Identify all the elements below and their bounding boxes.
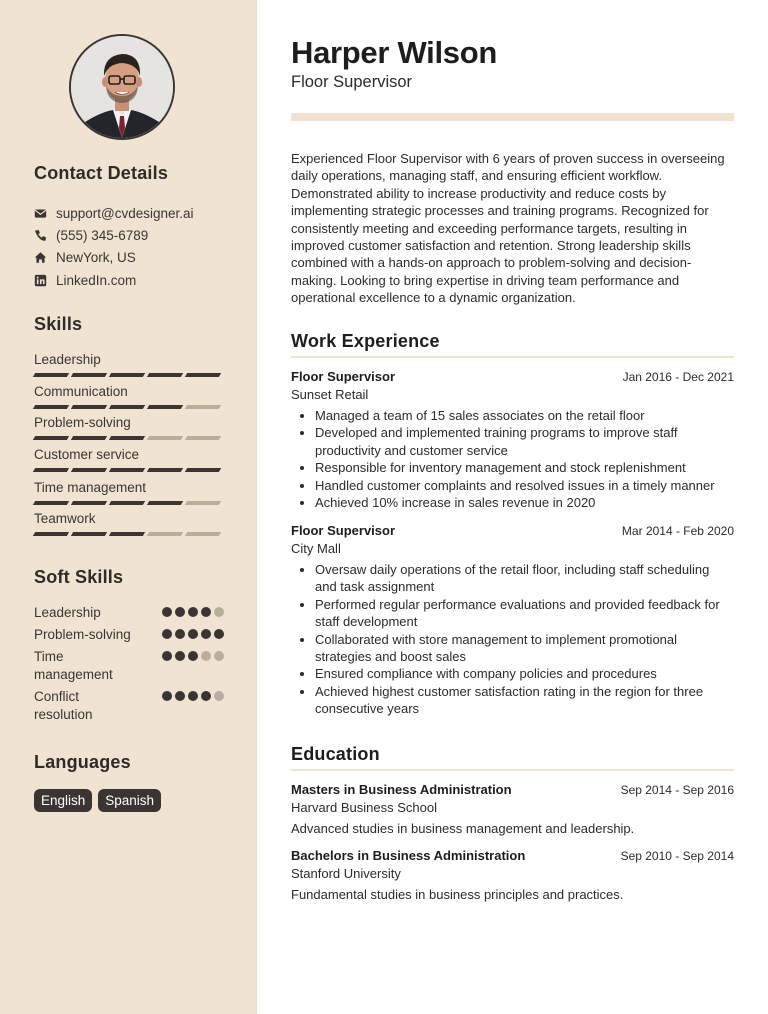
skill-item	[34, 352, 224, 377]
job-bullet: • Oversaw daily operations of the retail floor, including staff scheduling and task assignment	[315, 561, 734, 596]
rating-dot	[175, 651, 185, 661]
job-bullets	[291, 407, 734, 511]
rating-dot	[188, 651, 198, 661]
education-entry	[291, 848, 734, 902]
skill-level-segment	[147, 532, 183, 536]
soft-skill-label: Problem-solving	[34, 627, 131, 642]
degree-title: Bachelors in Business Administration	[291, 848, 526, 863]
main-content	[257, 0, 768, 1014]
skill-level-segment	[71, 468, 107, 472]
soft-skill-rating	[159, 691, 224, 701]
contact-heading: Contact Details	[34, 163, 169, 183]
soft-skill-item	[34, 648, 224, 683]
rating-dot	[214, 691, 224, 701]
job-company: Sunset Retail	[291, 387, 369, 402]
skill-level-segment	[147, 373, 183, 377]
soft-skill-label: Time management	[34, 649, 113, 682]
skill-label: Customer service	[34, 447, 140, 462]
job-bullet: • Achieved highest customer satisfaction rating in the region for three consecutive years	[315, 683, 734, 718]
skill-level-segment	[71, 373, 107, 377]
contact-phone-text: (555) 345-6789	[56, 227, 149, 243]
skill-level-segment	[147, 501, 183, 505]
job-bullet: • Collaborated with store management to implement promotional strategies and boost sales	[315, 631, 734, 666]
school-name: Harvard Business School	[291, 800, 437, 815]
job-entry	[291, 369, 734, 511]
job-dates: Jan 2016 - Dec 2021	[622, 370, 734, 384]
rating-dot	[162, 691, 172, 701]
contact-phone[interactable]	[34, 226, 148, 244]
skill-level-segment	[71, 405, 107, 409]
contact-location	[34, 248, 136, 266]
job-entry	[291, 523, 734, 718]
skill-item	[34, 384, 224, 409]
rating-dot	[162, 607, 172, 617]
soft-skill-rating	[159, 607, 224, 617]
rating-dot	[201, 651, 211, 661]
rating-dot	[175, 629, 185, 639]
envelope-icon	[34, 207, 47, 220]
rating-dot	[175, 607, 185, 617]
rating-dot	[162, 629, 172, 639]
rating-dot	[214, 651, 224, 661]
skill-label: Time management	[34, 480, 147, 495]
job-bullet: • Handled customer complaints and resolved issues in a timely manner	[315, 477, 734, 494]
degree-title: Masters in Business Administration	[291, 782, 512, 797]
rating-dot	[175, 691, 185, 701]
job-bullet: • Achieved 10% increase in sales revenue in 2020	[315, 494, 734, 511]
skill-level-segment	[185, 436, 221, 440]
candidate-name: Harper Wilson	[291, 35, 497, 70]
linkedin-icon	[34, 274, 47, 287]
job-dates: Mar 2014 - Feb 2020	[621, 524, 734, 538]
language-badge: English	[34, 789, 92, 812]
rating-dot	[201, 629, 211, 639]
soft-skill-label: Leadership	[34, 605, 101, 620]
skill-level-segment	[147, 468, 183, 472]
job-bullet: • Ensured compliance with company policies and procedures	[315, 665, 734, 682]
soft-skill-item	[34, 604, 224, 622]
job-bullet: • Managed a team of 15 sales associates on the retail floor	[315, 407, 734, 424]
skill-level-segment	[185, 501, 221, 505]
skill-item	[34, 480, 224, 505]
skill-level-segment	[33, 468, 69, 472]
job-bullet: • Responsible for inventory management and stock replenishment	[315, 459, 734, 476]
skill-level-segment	[109, 436, 145, 440]
skill-item	[34, 511, 224, 536]
soft-skill-rating	[159, 651, 224, 661]
languages-heading: Languages	[34, 752, 131, 772]
skill-level-bar	[34, 436, 224, 440]
job-bullet: • Performed regular performance evaluations and provided feedback for staff development	[315, 596, 734, 631]
skill-level-segment	[71, 532, 107, 536]
sidebar	[0, 0, 257, 1014]
skill-level-segment	[185, 468, 221, 472]
contact-email-text: support@cvdesigner.ai	[56, 205, 194, 221]
soft-skill-item	[34, 688, 224, 723]
rating-dot	[201, 607, 211, 617]
soft-skills-heading: Soft Skills	[34, 567, 124, 587]
skill-item	[34, 447, 224, 472]
skill-level-segment	[109, 501, 145, 505]
rating-dot	[188, 607, 198, 617]
rating-dot	[214, 607, 224, 617]
skill-level-segment	[185, 405, 221, 409]
skill-item	[34, 415, 224, 440]
language-badge: Spanish	[98, 789, 161, 812]
skill-label: Problem-solving	[34, 415, 131, 430]
skill-level-segment	[109, 468, 145, 472]
skill-level-segment	[109, 405, 145, 409]
skill-level-segment	[33, 436, 69, 440]
skill-level-segment	[71, 501, 107, 505]
education-description: Fundamental studies in business principles and practices.	[291, 887, 624, 902]
rating-dot	[214, 629, 224, 639]
school-name: Stanford University	[291, 866, 401, 881]
skill-level-segment	[109, 532, 145, 536]
skill-level-bar	[34, 532, 224, 536]
phone-icon	[34, 229, 47, 242]
skill-level-segment	[33, 373, 69, 377]
contact-location-text: NewYork, US	[56, 249, 136, 265]
header-divider	[291, 113, 734, 121]
soft-skill-rating	[159, 629, 224, 639]
section-divider	[291, 356, 734, 358]
section-divider	[291, 769, 734, 771]
candidate-role: Floor Supervisor	[291, 73, 413, 91]
skill-level-segment	[33, 501, 69, 505]
soft-skill-item	[34, 626, 224, 644]
job-title: Floor Supervisor	[291, 523, 396, 538]
skill-level-segment	[71, 436, 107, 440]
skill-level-bar	[34, 501, 224, 505]
skill-level-segment	[33, 532, 69, 536]
contact-email[interactable]	[34, 204, 194, 222]
education-description: Advanced studies in business management and leadership.	[291, 821, 635, 836]
job-company: City Mall	[291, 541, 341, 556]
language-list	[34, 789, 167, 812]
skill-label: Teamwork	[34, 511, 96, 526]
skill-level-segment	[109, 373, 145, 377]
avatar	[69, 34, 175, 140]
rating-dot	[201, 691, 211, 701]
skill-level-bar	[34, 405, 224, 409]
rating-dot	[188, 691, 198, 701]
skill-level-segment	[33, 405, 69, 409]
work-experience-heading: Work Experience	[291, 331, 440, 351]
education-dates: Sep 2014 - Sep 2016	[620, 783, 734, 797]
home-icon	[34, 251, 47, 264]
skill-level-segment	[185, 373, 221, 377]
education-dates: Sep 2010 - Sep 2014	[620, 849, 734, 863]
skill-label: Leadership	[34, 352, 101, 367]
rating-dot	[162, 651, 172, 661]
skill-level-bar	[34, 468, 224, 472]
contact-linkedin[interactable]	[34, 271, 136, 289]
skills-heading: Skills	[34, 314, 83, 334]
profile-photo	[71, 36, 173, 138]
soft-skill-label: Conflict resolution	[34, 689, 93, 722]
education-heading: Education	[291, 744, 380, 764]
rating-dot	[188, 629, 198, 639]
skill-level-bar	[34, 373, 224, 377]
job-bullets	[291, 561, 734, 718]
skill-label: Communication	[34, 384, 128, 399]
education-entry	[291, 782, 734, 836]
contact-linkedin-text: LinkedIn.com	[56, 272, 137, 288]
job-title: Floor Supervisor	[291, 369, 396, 384]
profile-summary: Experienced Floor Supervisor with 6 years of proven success in overseeing daily operations, managing staff, and ensuring efficient workflow. Demonstrated ability to increase productivity and reduce costs by implementing strategic processes and training programs. Recognized for consistently meeting and exceeding performance targets, resulting in improved customer satisfaction and retention. Strong leadership skills combined with a hands-on approach to problem-solving and decision-making. Looking to bring expertise in driving team performance and operational excellence to a dynamic organization.	[291, 151, 725, 306]
job-bullet: • Developed and implemented training programs to improve staff productivity and customer service	[315, 424, 734, 459]
skill-level-segment	[147, 405, 183, 409]
skill-level-segment	[185, 532, 221, 536]
skill-level-segment	[147, 436, 183, 440]
